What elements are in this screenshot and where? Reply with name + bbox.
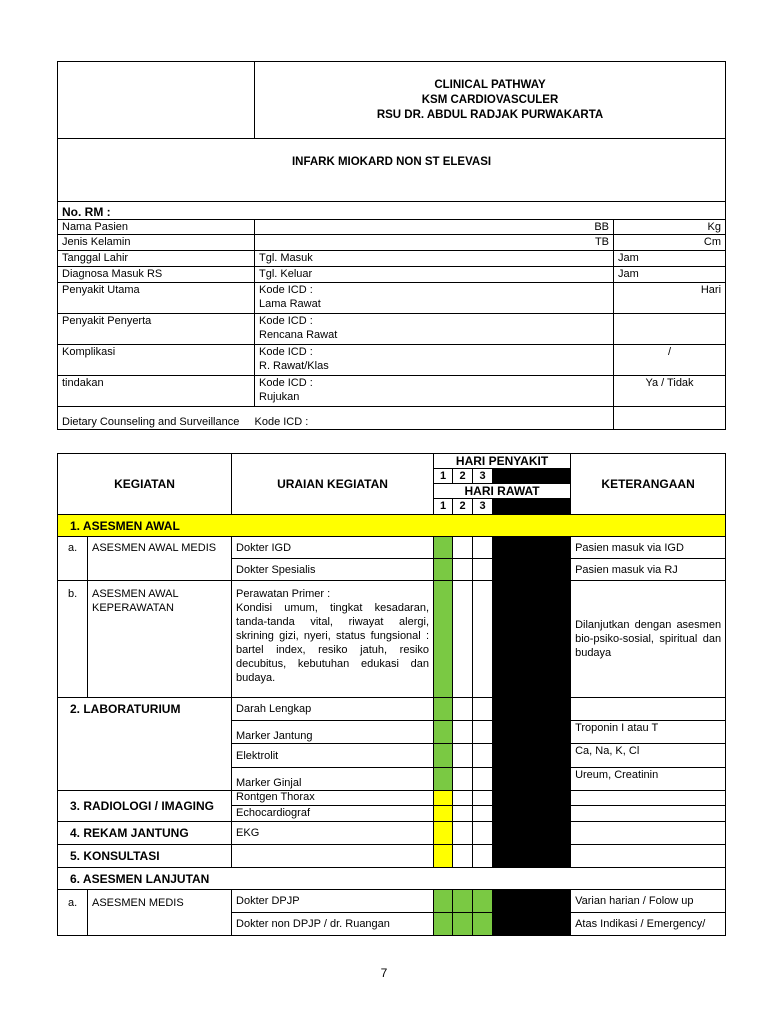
marker-jantung: Marker Jantung [232, 721, 434, 744]
cell-w [473, 791, 493, 806]
cell-g [434, 768, 453, 791]
cell-k [551, 744, 571, 768]
rencana-rawat-label: Rencana Rawat [259, 329, 338, 341]
perawatan-primer [232, 581, 434, 698]
cell-w [453, 806, 473, 822]
cell-k [551, 768, 571, 791]
cell-k [551, 581, 571, 698]
dietary-label: Dietary Counseling and Surveillance [58, 407, 255, 430]
cell-g [473, 890, 493, 913]
kode-icd-4-label: Kode ICD : [259, 377, 313, 389]
item-a6-label: a. [58, 890, 88, 936]
cell-k [532, 537, 551, 559]
marker-ginjal: Marker Ginjal [232, 768, 434, 791]
r-rawat-klas-label: R. Rawat/Klas [259, 360, 329, 372]
ket-dpjp: Varian harian / Folow up [571, 890, 726, 913]
jam-masuk-label: Jam [614, 251, 726, 267]
cell-k [532, 806, 551, 822]
dokter-igd: Dokter IGD [232, 537, 434, 559]
col-hari-penyakit: HARI PENYAKIT [434, 454, 571, 469]
cell-k [513, 913, 532, 936]
hari-rawat-4 [493, 499, 513, 515]
ekg: EKG [232, 822, 434, 845]
hari-penyakit-3: 3 [473, 469, 493, 484]
hari-penyakit-7 [551, 469, 571, 484]
cell-k [551, 913, 571, 936]
logo-cell [58, 62, 255, 139]
dokter-dpjp: Dokter DPJP [232, 890, 434, 913]
cell-k [493, 537, 513, 559]
cell-w [473, 822, 493, 845]
cell-k [551, 559, 571, 581]
col-keterangan: KETERANGAAN [571, 454, 726, 515]
penyakit-utama-label: Penyakit Utama [58, 283, 255, 314]
page-title [255, 62, 726, 139]
section-konsultasi: 5. KONSULTASI [58, 845, 232, 868]
hari-penyakit-1: 1 [434, 469, 453, 484]
cell-w [473, 537, 493, 559]
konsultasi-uraian [232, 845, 434, 868]
cell-k [532, 913, 551, 936]
section-asesmen-lanjutan: 6. ASESMEN LANJUTAN [58, 868, 726, 890]
rujukan-label: Rujukan [259, 391, 300, 403]
asesmen-medis: ASESMEN MEDIS [88, 890, 232, 936]
cell-k [551, 698, 571, 721]
hari-penyakit-2: 2 [453, 469, 473, 484]
echocardiograf: Echocardiograf [232, 806, 434, 822]
cell-y [434, 822, 453, 845]
hari-rawat-3: 3 [473, 499, 493, 515]
cell-k [532, 768, 551, 791]
hari-rawat-5 [513, 499, 532, 515]
cell-g [453, 913, 473, 936]
cell-g [434, 698, 453, 721]
ket-troponin: Troponin I atau T [571, 721, 726, 744]
cell-y [434, 791, 453, 806]
lama-rawat-label: Lama Rawat [259, 298, 321, 310]
cell-k [493, 890, 513, 913]
kode-icd-1-label: Kode ICD : [259, 284, 313, 296]
kode-icd-3-label: Kode ICD : [259, 346, 313, 358]
cell-w [453, 721, 473, 744]
cell-w [473, 721, 493, 744]
cell-k [532, 744, 551, 768]
cell-w [453, 744, 473, 768]
cell-k [551, 537, 571, 559]
no-rm-label: No. RM : [58, 202, 726, 220]
hari-rawat-7 [551, 499, 571, 515]
cell-k [493, 845, 513, 868]
cell-k [551, 822, 571, 845]
cell-g [434, 744, 453, 768]
cell-k [493, 822, 513, 845]
cell-g [453, 890, 473, 913]
cell-w [453, 768, 473, 791]
ket-elektrolit: Ca, Na, K, Cl [571, 744, 726, 768]
ket-non-dpjp: Atas Indikasi / Emergency/ [571, 913, 726, 936]
cell-k [532, 721, 551, 744]
dokter-non-dpjp: Dokter non DPJP / dr. Ruangan [232, 913, 434, 936]
patient-info-table [57, 61, 726, 430]
dokter-spesialis: Dokter Spesialis [232, 559, 434, 581]
cell-y [434, 845, 453, 868]
tgl-keluar-label: Tgl. Keluar [255, 267, 614, 283]
cell-w [473, 559, 493, 581]
section-asesmen-awal: 1. ASESMEN AWAL [58, 515, 726, 537]
komplikasi-label: Komplikasi [58, 345, 255, 376]
hari-penyakit-5 [513, 469, 532, 484]
cell-k [551, 806, 571, 822]
title-line-3: RSU DR. ABDUL RADJAK PURWAKARTA [376, 109, 604, 121]
col-kegiatan: KEGIATAN [58, 454, 232, 515]
cell-k [551, 845, 571, 868]
hari-rawat-1: 1 [434, 499, 453, 515]
tindakan-label: tindakan [58, 376, 255, 407]
cell-g [434, 581, 453, 698]
item-a-label: a. [58, 537, 88, 581]
ket-rj: Pasien masuk via RJ [571, 559, 726, 581]
cell-k [532, 791, 551, 806]
hari-penyakit-6 [532, 469, 551, 484]
cell-g [473, 913, 493, 936]
kode-icd-5-label: Kode ICD : [255, 407, 614, 430]
ket-konsultasi [571, 845, 726, 868]
tanggal-lahir-label: Tanggal Lahir [58, 251, 255, 267]
col-uraian: URAIAN KEGIATAN [232, 454, 434, 515]
cell-k [513, 537, 532, 559]
ket-rontgen [571, 791, 726, 806]
cell-w [453, 845, 473, 868]
kg-label: Kg [614, 220, 726, 235]
perawatan-primer-detail: Kondisi umum, tingkat kesadaran, tanda-tanda vital, riwayat alergi, skrining gizi, nyeri, status fungsional : bartel index, resiko jatuh, resiko decubitus, kebutuhan edukasi dan budaya. [236, 602, 430, 684]
cell-g [434, 537, 453, 559]
cell-w [473, 744, 493, 768]
darah-lengkap: Darah Lengkap [232, 698, 434, 721]
col-hari-rawat: HARI RAWAT [434, 484, 571, 499]
asesmen-awal-keperawatan: ASESMEN AWAL KEPERAWATAN [88, 581, 232, 698]
section-laboratorium: 2. LABORATURIUM [58, 698, 232, 791]
cell-k [513, 698, 532, 721]
cell-k [532, 845, 551, 868]
cm-label: Cm [614, 235, 726, 251]
ket-igd: Pasien masuk via IGD [571, 537, 726, 559]
tgl-masuk-label: Tgl. Masuk [255, 251, 614, 267]
section-rekam-jantung: 4. REKAM JANTUNG [58, 822, 232, 845]
cell-g [434, 721, 453, 744]
kode-icd-tindakan [255, 376, 614, 407]
cell-k [493, 768, 513, 791]
page-number: 7 [380, 966, 388, 980]
cell-k [513, 559, 532, 581]
cell-k [513, 890, 532, 913]
ket-perawatan: Dilanjutkan dengan asesmen bio-psiko-sosial, spiritual dan budaya [571, 581, 726, 698]
cell-w [473, 768, 493, 791]
rontgen-thorax: Rontgen Thorax [232, 791, 434, 806]
cell-k [493, 581, 513, 698]
diagnosis-title: INFARK MIOKARD NON ST ELEVASI [58, 139, 726, 202]
cell-k [493, 806, 513, 822]
cell-k [513, 791, 532, 806]
activities-table [57, 453, 726, 936]
cell-k [513, 721, 532, 744]
cell-k [493, 559, 513, 581]
nama-pasien-label: Nama Pasien [58, 220, 255, 235]
diagnosa-masuk-label: Diagnosa Masuk RS [58, 267, 255, 283]
hari-rawat-6 [532, 499, 551, 515]
cell-k [551, 791, 571, 806]
bb-label: BB [255, 220, 614, 235]
asesmen-awal-medis: ASESMEN AWAL MEDIS [88, 537, 232, 581]
elektrolit: Elektrolit [232, 744, 434, 768]
cell-k [551, 721, 571, 744]
penyakit-penyerta-label: Penyakit Penyerta [58, 314, 255, 345]
perawatan-primer-title: Perawatan Primer : [236, 588, 331, 600]
cell-k [493, 913, 513, 936]
cell-k [532, 559, 551, 581]
cell-k [493, 744, 513, 768]
item-b-label: b. [58, 581, 88, 698]
tb-label: TB [255, 235, 614, 251]
cell-w [453, 822, 473, 845]
cell-k [513, 806, 532, 822]
title-line-1: CLINICAL PATHWAY [434, 79, 546, 91]
cell-w [453, 791, 473, 806]
hari-rawat-2: 2 [453, 499, 473, 515]
hari-label: Hari [614, 283, 726, 314]
jam-keluar-label: Jam [614, 267, 726, 283]
cell-w [473, 581, 493, 698]
cell-k [493, 721, 513, 744]
hari-penyakit-4 [493, 469, 513, 484]
cell-g [434, 913, 453, 936]
ket-ekg [571, 822, 726, 845]
ket-echo [571, 806, 726, 822]
ket-ginjal: Ureum, Creatinin [571, 768, 726, 791]
cell-k [493, 791, 513, 806]
cell-w [453, 698, 473, 721]
cell-k [532, 581, 551, 698]
cell-k [513, 581, 532, 698]
cell-w [453, 581, 473, 698]
cell-k [513, 845, 532, 868]
section-radiologi: 3. RADIOLOGI / IMAGING [58, 791, 232, 822]
cell-w [453, 537, 473, 559]
kode-icd-penyerta [255, 314, 614, 345]
dietary-value [614, 407, 726, 430]
cell-k [551, 890, 571, 913]
cell-g [434, 890, 453, 913]
rencana-rawat-value [614, 314, 726, 345]
cell-k [532, 890, 551, 913]
cell-k [532, 822, 551, 845]
title-line-2: KSM CARDIOVASCULER [421, 94, 559, 106]
cell-w [453, 559, 473, 581]
cell-w [473, 845, 493, 868]
cell-w [473, 806, 493, 822]
cell-k [513, 768, 532, 791]
cell-w [473, 698, 493, 721]
ya-tidak-label: Ya / Tidak [614, 376, 726, 407]
kode-icd-komplikasi [255, 345, 614, 376]
cell-k [513, 744, 532, 768]
jenis-kelamin-label: Jenis Kelamin [58, 235, 255, 251]
cell-k [513, 822, 532, 845]
cell-y [434, 806, 453, 822]
cell-g [434, 559, 453, 581]
cell-k [493, 698, 513, 721]
ket-darah [571, 698, 726, 721]
kode-icd-utama [255, 283, 614, 314]
rawat-klas-slash: / [614, 345, 726, 376]
cell-k [532, 698, 551, 721]
kode-icd-2-label: Kode ICD : [259, 315, 313, 327]
